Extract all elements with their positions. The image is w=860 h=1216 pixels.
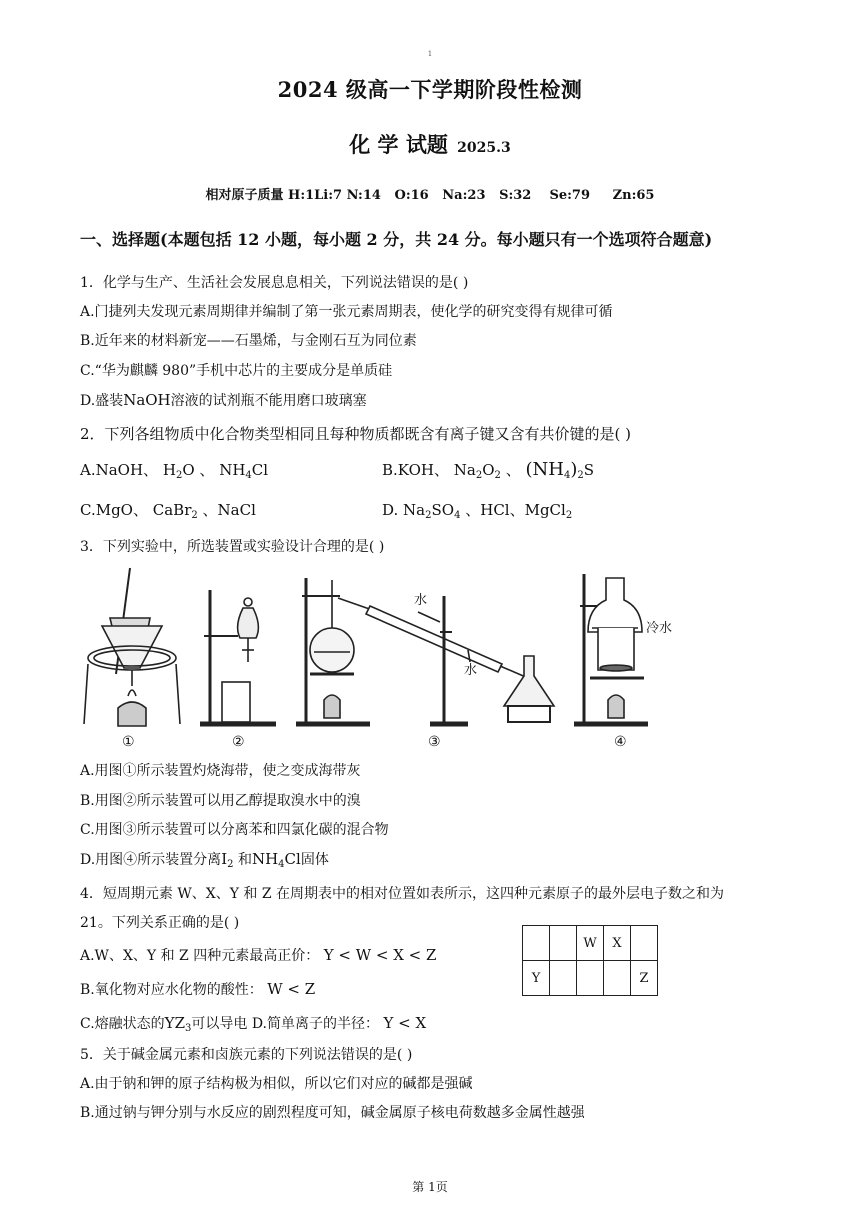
table-cell: Z <box>631 961 658 996</box>
q4-option-b <box>80 980 315 999</box>
q2-d-4: 、HCl、 <box>465 501 525 519</box>
q2-b-5: (NH <box>525 459 564 480</box>
q2-a-4: 、 <box>199 461 215 479</box>
q4-c-yz: YZ <box>164 1014 185 1032</box>
q2-option-c <box>80 501 256 519</box>
q3-d-i: I <box>221 850 228 868</box>
q3-d-post: 固体 <box>300 852 329 868</box>
q2-a-2: H <box>162 461 176 479</box>
q2-a-1: A.NaOH、 <box>80 461 159 479</box>
exam-subject <box>0 129 860 159</box>
q4-stem-line2: 21。下列关系正确的是( ) <box>80 915 240 931</box>
q1-option-d <box>80 391 367 410</box>
apparatus-drawings <box>78 566 678 752</box>
q1-stem: 1．化学与生产、生活社会发展息息相关，下列说法错误的是( ) <box>80 275 469 291</box>
table-cell: W <box>577 926 604 961</box>
q1-d-pre: D.盛装 <box>80 393 124 409</box>
exam-date: 2025.3 <box>457 140 511 156</box>
q4-stem-line1: 4．短周期元素 W、X、Y 和 Z 在周期表中的相对位置如表所示，这四种元素原子的最外层电子数之和为 <box>80 886 725 902</box>
q2-c-2: CaBr <box>152 501 192 519</box>
q3-option-d <box>80 850 329 869</box>
q2-c-2-sub: 2 <box>191 510 198 521</box>
q2-c-3: 、NaCl <box>202 501 256 519</box>
q4-option-a <box>80 946 436 965</box>
q2-b-6: ) <box>570 459 578 480</box>
q2-d-3: SO <box>431 501 455 519</box>
q4-c-yz-sub: 3 <box>185 1023 192 1034</box>
q3-apparatus-figure <box>78 566 678 752</box>
q2-b-7: S <box>583 461 595 479</box>
q2-d-5: MgCl <box>524 501 566 519</box>
q5-option-b: B.通过钠与钾分别与水反应的剧烈程度可知，碱金属原子核电荷数越多金属性越强 <box>80 1105 585 1121</box>
q2-b-1: B.KOH、 <box>382 461 449 479</box>
section-heading: 一、选择题(本题包括 12 小题，每小题 2 分，共 24 分。每小题只有一个选项符合题意) <box>80 230 713 249</box>
table-cell: Y <box>523 961 550 996</box>
q3-d-pre: D.用图④所示装置分离 <box>80 852 222 868</box>
q1-option-c: C.“华为麒麟 980”手机中芯片的主要成分是单质硅 <box>80 363 393 379</box>
exam-title: 2024 级高一下学期阶段性检测 <box>277 77 583 102</box>
q2-stem: 2．下列各组物质中化合物类型相同且每种物质都既含有离子键又含有共价键的是( ) <box>80 425 632 443</box>
q2-a-3: O <box>182 461 195 479</box>
table-row <box>523 926 658 961</box>
q3-d-cl: Cl <box>284 850 301 868</box>
table-cell <box>550 926 577 961</box>
q3-d-nh-sub: 4 <box>278 859 285 870</box>
fig4-cold-water-label: 冷水 <box>646 621 673 636</box>
q4-a-pre: A.W、X、Y 和 Z 四种元素最高正价： <box>80 948 320 964</box>
subject-name: 化 学 试题 <box>349 132 448 157</box>
q2-option-b <box>382 461 594 479</box>
q4-c-pre: C.熔融状态的 <box>80 1016 165 1032</box>
q3-option-b: B.用图②所示装置可以用乙醇提取溴水中的溴 <box>80 793 361 809</box>
q2-d-2: Na <box>403 501 426 519</box>
q2-c-1: C.MgO、 <box>80 501 148 519</box>
q4-b-pre: B.氧化物对应水化物的酸性： <box>80 982 263 998</box>
periodic-table-fragment <box>522 925 658 996</box>
q3-stem: 3．下列实验中，所选装置或实验设计合理的是( ) <box>80 539 385 555</box>
q2-option-a <box>80 461 268 479</box>
q4-option-c <box>80 1014 426 1033</box>
table-cell <box>523 926 550 961</box>
q2-b-5-sub: 4 <box>563 470 571 481</box>
q2-d-2-sub: 2 <box>425 510 432 521</box>
q2-b-4: 、 <box>505 461 521 479</box>
q2-b-2: Na <box>453 461 476 479</box>
q3-d-nh: NH <box>251 850 279 868</box>
table-cell <box>631 926 658 961</box>
q2-b-6-sub: 2 <box>577 470 584 481</box>
q2-a-5-sub: 4 <box>245 470 252 481</box>
page-footer: 第 1页 <box>412 1180 448 1194</box>
fig3-water-in-label: 水 <box>414 593 428 608</box>
page-top-mark: 1 <box>427 50 433 58</box>
q3-option-a: A.用图①所示装置灼烧海带，使之变成海带灰 <box>80 763 361 779</box>
q1-d-post: 溶液的试剂瓶不能用磨口玻璃塞 <box>170 393 367 409</box>
table-row <box>523 961 658 996</box>
q2-d-5-sub: 2 <box>565 510 573 521</box>
q5-stem: 5．关于碱金属元素和卤族元素的下列说法错误的是( ) <box>80 1047 413 1063</box>
atomic-masses: 相对原子质量 H:1Li:7 N:14 O:16 Na:23 S:32 Se:79 Zn:65 <box>205 188 655 203</box>
fig3-water-out-label: 水 <box>464 663 478 678</box>
q2-d-3-sub: 4 <box>454 510 461 521</box>
q5-option-a: A.由于钠和钾的原子结构极为相似，所以它们对应的碱都是强碱 <box>80 1076 473 1092</box>
fig-label-2: ② <box>232 734 245 750</box>
q4-c-post: 可以导电 D.简单离子的半径： <box>191 1016 380 1032</box>
q3-d-i-sub: 2 <box>227 859 234 870</box>
table-cell <box>577 961 604 996</box>
table-cell: X <box>604 926 631 961</box>
q1-d-naoh: NaOH <box>123 391 171 409</box>
q2-a-5: NH <box>219 461 246 479</box>
q3-d-and: 和 <box>237 852 252 868</box>
q4-c-expr: Y < X <box>383 1014 427 1032</box>
q2-option-d <box>382 501 572 519</box>
q4-a-expr: Y < W < X < Z <box>323 946 437 964</box>
q2-a-6: Cl <box>251 461 269 479</box>
table-cell <box>604 961 631 996</box>
q2-b-2-sub: 2 <box>475 470 483 481</box>
fig-label-1: ① <box>122 734 135 750</box>
q2-a-2-sub: 2 <box>175 470 183 481</box>
fig-label-3: ③ <box>428 734 441 750</box>
q2-b-3: O <box>482 461 495 479</box>
q2-b-3-sub: 2 <box>494 470 501 481</box>
q3-option-c: C.用图③所示装置可以分离苯和四氯化碳的混合物 <box>80 822 389 838</box>
table-cell <box>550 961 577 996</box>
q1-option-a: A.门捷列夫发现元素周期律并编制了第一张元素周期表，使化学的研究变得有规律可循 <box>80 304 613 320</box>
q1-option-b: B.近年来的材料新宠——石墨烯，与金刚石互为同位素 <box>80 333 417 349</box>
q2-d-1: D. <box>382 501 399 519</box>
q4-b-expr: W < Z <box>267 980 316 998</box>
fig-label-4: ④ <box>614 734 627 750</box>
